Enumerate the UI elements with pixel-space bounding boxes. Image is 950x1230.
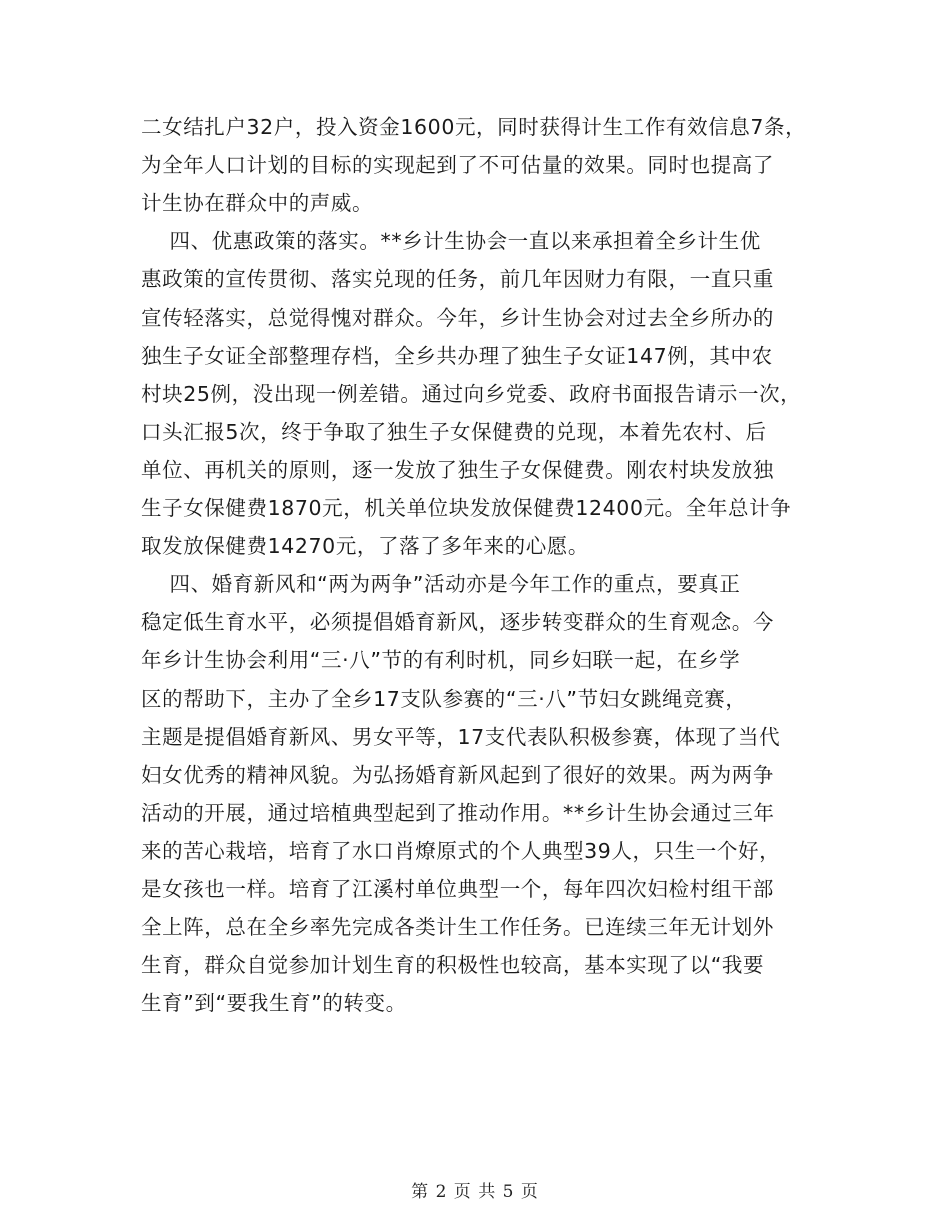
- text-line: 单位、再机关的原则，逐一发放了独生子女保健费。刚农村块发放独: [141, 458, 774, 482]
- text-line: 年乡计生协会利用“三·八”节的有利时机，同乡妇联一起，在乡学: [141, 648, 741, 672]
- text-line: 二女结扎户32户，投入资金1600元，同时获得计生工作有效信息7条，: [141, 115, 807, 139]
- text-line: 稳定低生育水平，必须提倡婚育新风，逐步转变群众的生育观念。今: [141, 610, 774, 634]
- text-line: 口头汇报5次，终于争取了独生子女保健费的兑现，本着先农村、后: [141, 420, 767, 444]
- text-line: 来的苦心栽培，培育了水口肖燎原式的个人典型39人，只生一个好，: [141, 839, 781, 863]
- text-line: 宣传轻落实，总觉得愧对群众。今年，乡计生协会对过去全乡所办的: [141, 306, 774, 330]
- text-line: 取发放保健费14270元，了落了多年来的心愿。: [141, 534, 590, 558]
- text-line: 生育”到“要我生育”的转变。: [141, 991, 407, 1015]
- text-line: 是女孩也一样。培育了江溪村单位典型一个，每年四次妇检村组干部: [141, 877, 774, 901]
- text-line: 妇女优秀的精神风貌。为弘扬婚育新风起到了很好的效果。两为两争: [141, 763, 774, 787]
- text-line: 村块25例，没出现一例差错。通过向乡党委、政府书面报告请示一次，: [141, 382, 802, 406]
- text-line: 生育，群众自觉参加计划生育的积极性也较高，基本实现了以“我要: [141, 953, 765, 977]
- text-line: 计生协在群众中的声威。: [141, 191, 374, 215]
- text-line: 活动的开展，通过培植典型起到了推动作用。**乡计生协会通过三年: [141, 801, 775, 825]
- text-line: 全上阵，总在全乡率先完成各类计生工作任务。已连续三年无计划外: [141, 915, 774, 939]
- text-line: 为全年人口计划的目标的实现起到了不可估量的效果。同时也提高了: [141, 153, 774, 177]
- text-line: 四、优惠政策的落实。**乡计生协会一直以来承担着全乡计生优: [141, 229, 761, 253]
- text-line: 主题是提倡婚育新风、男女平等，17支代表队积极参赛，体现了当代: [141, 725, 781, 749]
- text-line: 独生子女证全部整理存档，全乡共办理了独生子女证147例，其中农: [141, 344, 773, 368]
- text-line: 生子女保健费1870元，机关单位块发放保健费12400元。全年总计争: [141, 496, 792, 520]
- page-footer: 第 2 页 共 5 页: [411, 1182, 539, 1202]
- text-line: 区的帮助下，主办了全乡17支队参赛的“三·八”节妇女跳绳竞赛，: [141, 687, 747, 711]
- text-line: 四、婚育新风和“两为两争”活动亦是今年工作的重点，要真正: [141, 572, 741, 596]
- text-line: 惠政策的宣传贯彻、落实兑现的任务，前几年因财力有限，一直只重: [141, 267, 774, 291]
